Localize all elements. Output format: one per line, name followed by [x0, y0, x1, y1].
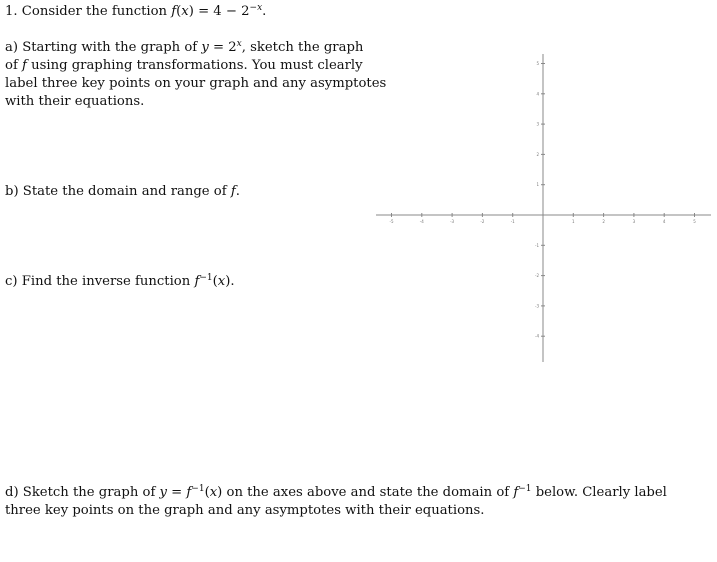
part-a-text-end: , sketch the graph — [241, 40, 364, 55]
x-tick-label: -2 — [480, 219, 485, 224]
y-tick-label: 4 — [536, 91, 539, 97]
math-inverse-exp: −1 — [518, 484, 532, 494]
math-inverse-exp: −1 — [191, 484, 205, 494]
part-a-text-end: using graphing transformations. You must clearly — [26, 58, 363, 73]
math-f: f — [171, 4, 177, 19]
x-tick-label: 3 — [632, 219, 636, 224]
y-tick-label: -3 — [535, 303, 539, 309]
x-tick-label: -5 — [389, 219, 394, 224]
y-tick-label: -2 — [535, 273, 539, 279]
math-f: f — [194, 274, 200, 289]
x-tick-label: -1 — [510, 219, 515, 224]
y-tick-label: 1 — [536, 182, 539, 188]
math-eq: = 2 — [208, 40, 237, 55]
part-a-line-4: with their equations. — [5, 94, 145, 109]
math-inverse-exp: −1 — [199, 273, 213, 283]
x-tick-label: 2 — [602, 219, 605, 224]
x-tick-label: -3 — [450, 219, 455, 224]
x-tick-label: 4 — [662, 219, 666, 224]
part-b-end: . — [235, 184, 240, 199]
part-a-text: a) Starting with the graph of — [5, 40, 202, 55]
part-d-line-1: d) Sketch the graph of $y = f^{-1}(x)$ on the axes above and state the domain of $f^{-1}$ below. Clearly label — [5, 484, 667, 500]
math-y: y — [201, 40, 209, 55]
intro-end: . — [262, 4, 267, 19]
part-d-text: d) Sketch the graph of — [5, 485, 160, 500]
y-tick-label: 2 — [536, 151, 539, 157]
math-eq: = — [166, 485, 187, 500]
part-d-line-2: three key points on the graph and any asymptotes with their equations. — [5, 503, 485, 518]
part-c-end: ). — [225, 274, 235, 289]
x-tick-label: 5 — [693, 219, 696, 224]
math-x: x — [209, 485, 218, 500]
math-f: f — [513, 485, 519, 500]
math-exponent-x: x — [236, 39, 242, 49]
part-c: c) Find the inverse function $f^{-1}(x)$. — [5, 273, 235, 289]
math-f: f — [22, 58, 27, 73]
math-f: f — [230, 184, 236, 199]
math-x: x — [181, 4, 189, 19]
part-d-text-mid: ) on the axes above and state the domain of — [217, 485, 514, 500]
y-tick-label: -1 — [535, 242, 539, 248]
math-exponent: −x — [249, 3, 263, 13]
math-rhs: = 4 − 2 — [193, 4, 250, 19]
part-a-text: of — [5, 58, 23, 73]
math-x: x — [217, 274, 226, 289]
y-tick-label: -4 — [535, 333, 539, 339]
part-d-text-end: below. Clearly label — [531, 485, 667, 500]
y-tick-label: 5 — [536, 61, 539, 66]
question-intro: 1. Consider the function $f(x) = 4 - 2^{-x}$. — [5, 3, 267, 19]
question-number: 1. — [5, 4, 18, 19]
part-b-text: b) State the domain and range of — [5, 184, 231, 199]
y-tick-label: 3 — [536, 121, 539, 127]
math-y: y — [159, 485, 167, 500]
x-tick-label: -4 — [419, 219, 424, 224]
part-a-line-3: label three key points on your graph and any asymptotes — [5, 76, 387, 91]
intro-text: Consider the function — [21, 4, 172, 19]
part-c-text: c) Find the inverse function — [5, 274, 195, 289]
math-f: f — [186, 485, 192, 500]
x-tick-label: 1 — [572, 219, 575, 224]
